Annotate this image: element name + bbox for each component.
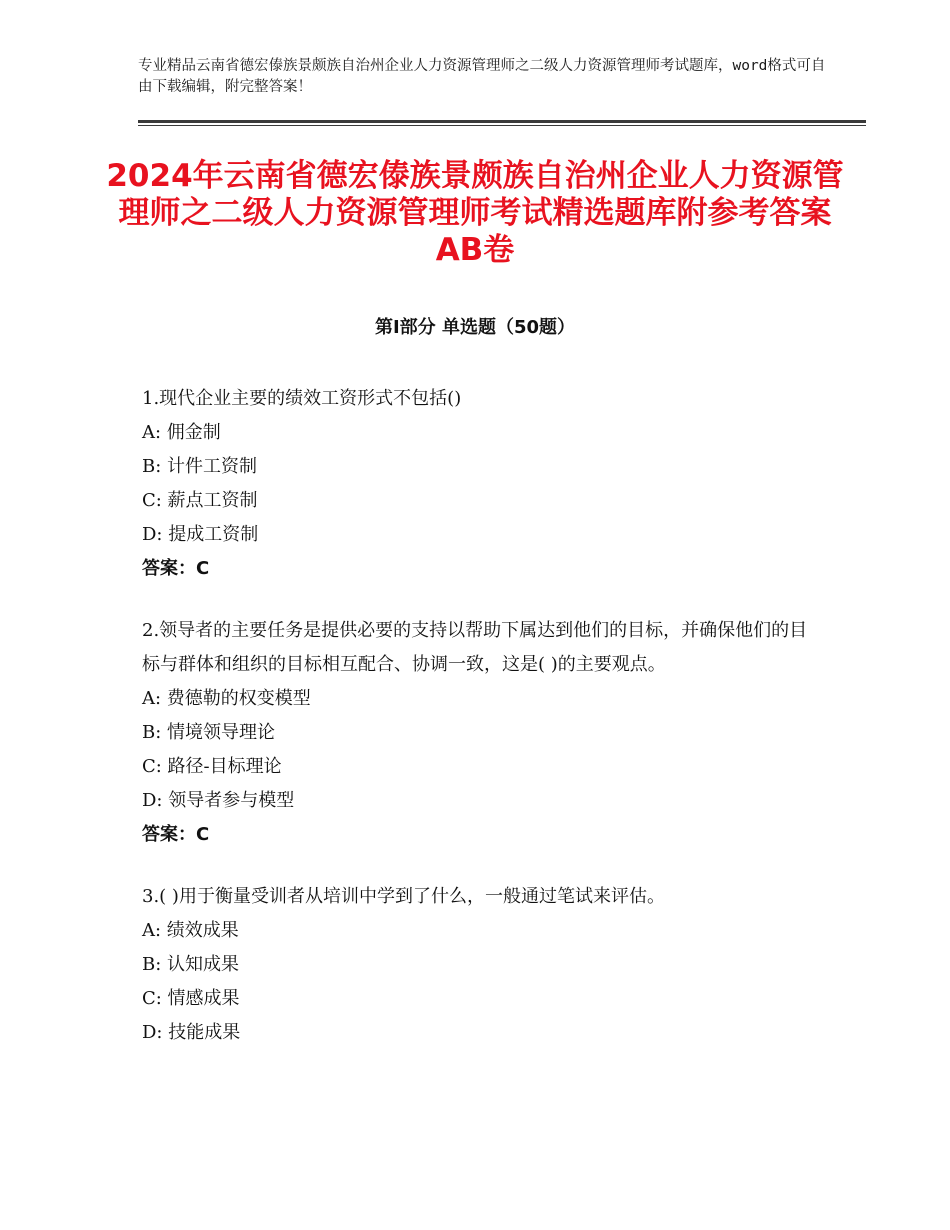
section-title: 第Ⅰ部分 单选题（50题） — [374, 317, 575, 338]
header-divider-thin — [138, 125, 866, 126]
option-d: D: 提成工资制 — [142, 524, 259, 545]
option-a: A: 费德勒的权变模型 — [142, 688, 311, 709]
option-b: B: 情境领导理论 — [142, 722, 276, 743]
question-stem: 3.( )用于衡量受训者从培训中学到了什么，一般通过笔试来评估。 — [142, 886, 665, 907]
question-stem: 2.领导者的主要任务是提供必要的支持以帮助下属达到他们的目标，并确保他们的目标与群体和组织的目标相互配合、协调一致，这是( )的主要观点。 — [142, 620, 808, 675]
option-a: A: 绩效成果 — [142, 920, 239, 941]
option-b: B: 认知成果 — [142, 954, 240, 975]
option-a: A: 佣金制 — [142, 422, 221, 443]
option-d: D: 领导者参与模型 — [142, 790, 295, 811]
option-c: C: 路径-目标理论 — [142, 756, 282, 777]
question-1 — [142, 382, 822, 586]
answer-label: 答案：C — [142, 558, 210, 579]
header-note: 专业精品云南省德宏傣族景颇族自治州企业人力资源管理师之二级人力资源管理师考试题库，word格式可自由下载编辑，附完整答案！ — [138, 58, 826, 95]
option-c: C: 情感成果 — [142, 988, 240, 1009]
document-title: 2024年云南省德宏傣族景颇族自治州企业人力资源管理师之二级人力资源管理师考试精选题库附参考答案AB卷 — [106, 158, 844, 268]
option-b: B: 计件工资制 — [142, 456, 258, 477]
question-list — [142, 382, 822, 1078]
header-divider-thick — [138, 120, 866, 123]
option-d: D: 技能成果 — [142, 1022, 241, 1043]
question-2 — [142, 614, 822, 852]
question-3 — [142, 880, 822, 1050]
option-c: C: 薪点工资制 — [142, 490, 258, 511]
answer-label: 答案：C — [142, 824, 210, 845]
question-stem: 1.现代企业主要的绩效工资形式不包括() — [142, 388, 462, 409]
